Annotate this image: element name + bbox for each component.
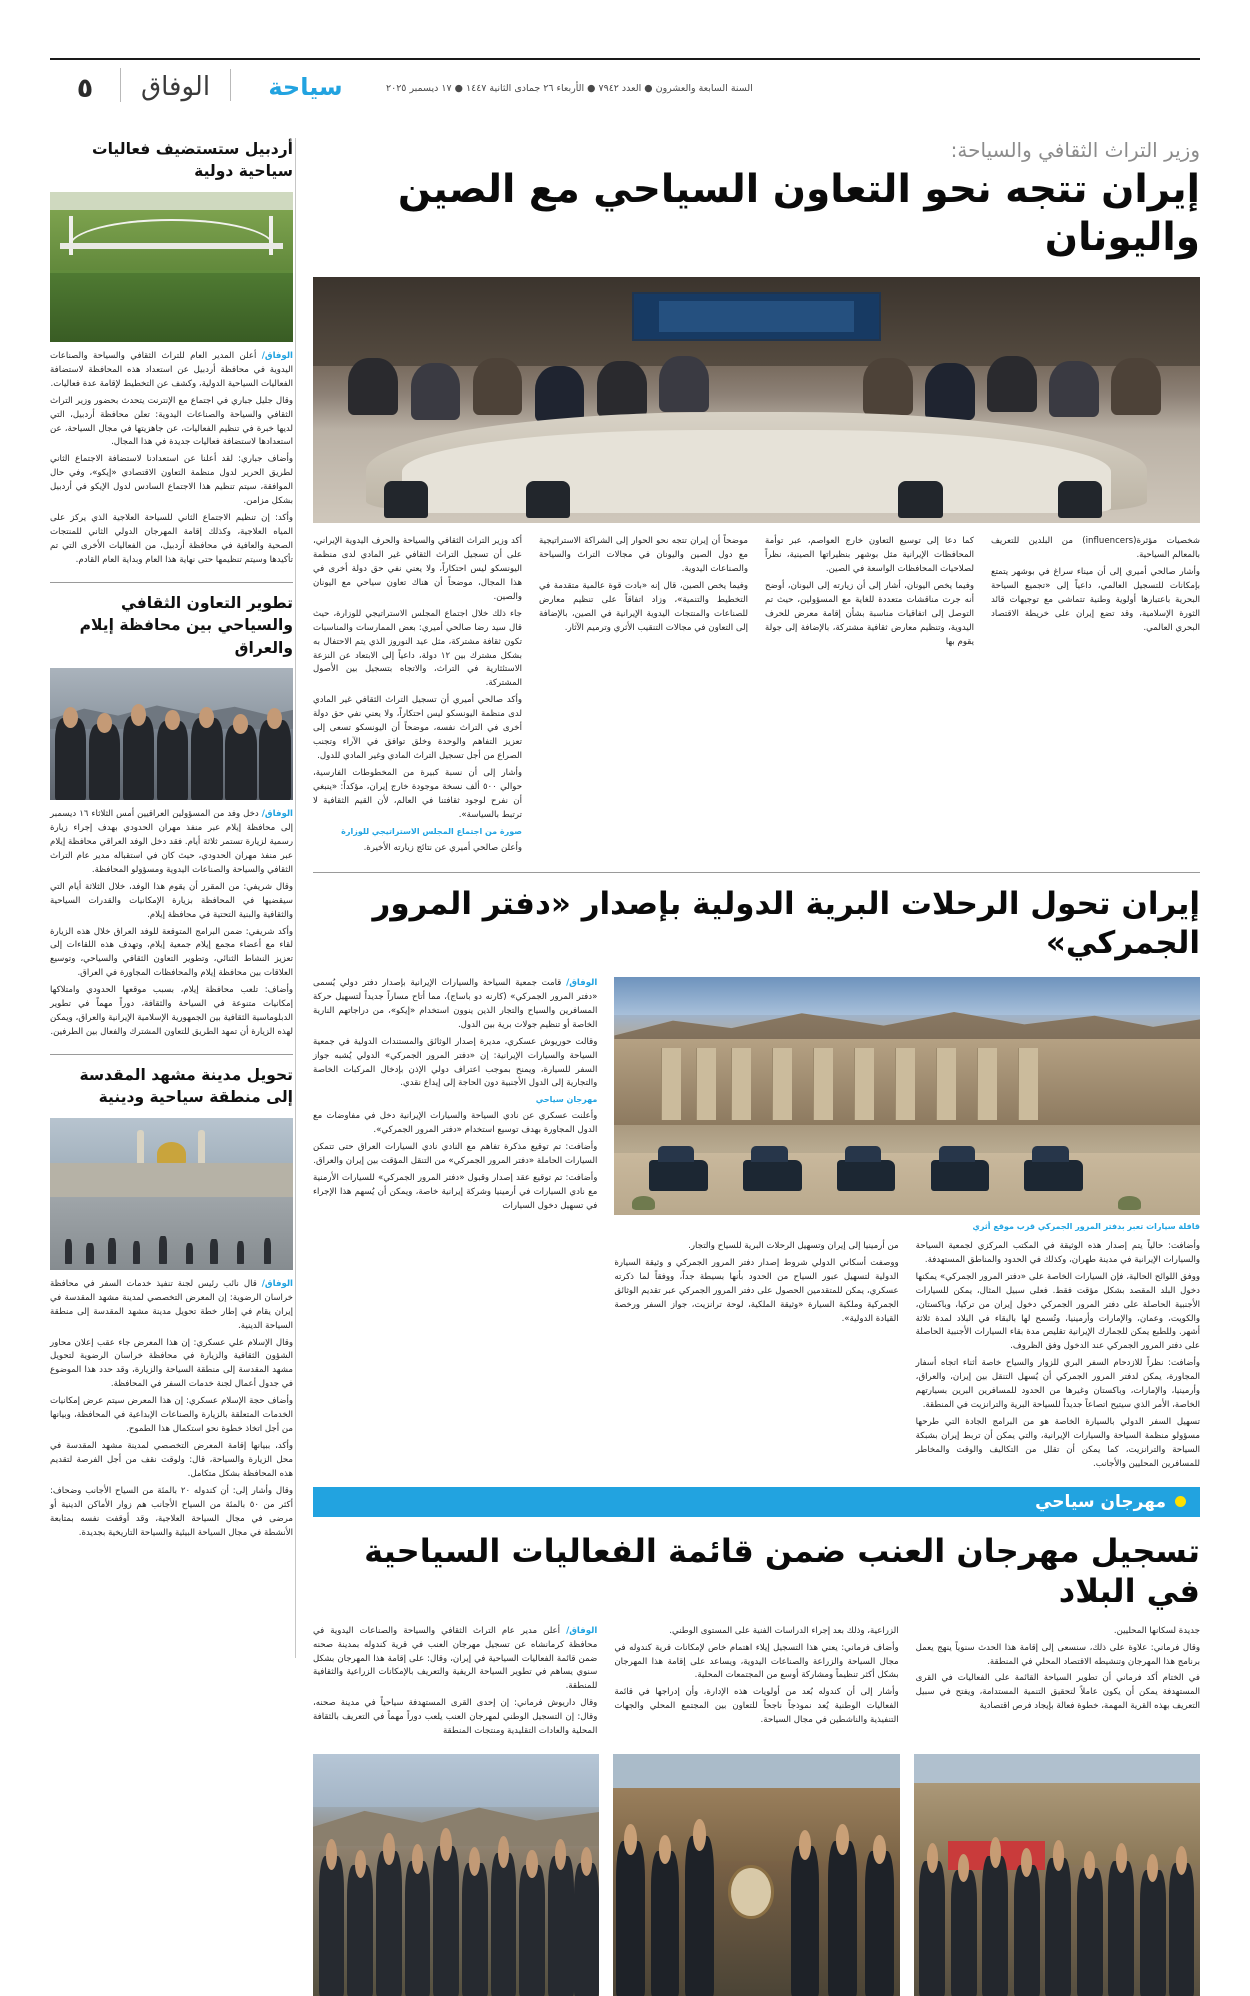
paragraph: وأضاف: تلعب محافظة إيلام، بسبب موقعها الحدودي وامتلاكها إمكانيات متنوعة في السياحة والثقافة، دوراً مهماً في تطوير الدبلوماسية الثقافية بين الجمهورية الإسلامية الإيرانية والعراق، ويمكن لهذه الزيارة أن تمهد الطريق للتعاون المشترك والفعال بين الطرفين.	[50, 985, 293, 1037]
paragraph: موضحاً أن إيران تتجه نحو الحوار إلى الشراكة الاستراتيجية مع دول الصين واليونان في مجالات التراث والسياحة والصناعات اليدوية.	[539, 536, 748, 574]
column	[313, 977, 597, 1475]
paragraph: في الختام أكد فرماني أن تطوير السياحة القائمة على الفعاليات في القرى المستهدفة يمكن أن يكون عاملاً لتحقيق التنمية المستدامة، ويفتح في سبيل التعريف بهذه القرية المهمة، خطوة فعالة بإيجاد فرص اقتصادية	[915, 1673, 1200, 1712]
ilam-iraq-officials-delegation-photo	[50, 668, 293, 800]
paragraph: شخصيات مؤثرة(influencers) من البلدين للتعريف بالمعالم السياحية.	[991, 536, 1200, 561]
paragraph: كما دعا إلى توسيع التعاون خارج العواصم، عبر توأمة المحافظات الإيرانية مثل بوشهر بنظيراتها الصينية، نظراً لصلاحيات المحافظات الواسعة في الصين.	[765, 536, 974, 574]
paragraph: وأضافت: نظراً للازدحام السفر البري للزوار والسياح خاصة أثناء اتجاه أسفار المجاورة، يمكن لدفتر المرور الجمركي أن يُسهل التنقل بين إيران، والعراق، وأرمينيا، والإمارات، وباكستان وغيرها من الحدود للمسافرين البرين بسيارتهم الخاصة، الأمر الذي سيتيح اتصاعاً جديداً للسياحة البرية والترانزيت في المنطقة.	[915, 1358, 1200, 1411]
paragraph: وأكد، ببيانها إقامة المعرض التخصصي لمدينة مشهد المقدسة في محل الزيارة والسياحة، قال: ولوقت نقف من أجل الفرصة لتقديم هذه المحافظة بشكل متكامل.	[50, 1441, 293, 1479]
column	[916, 1240, 1200, 1475]
column	[539, 535, 748, 858]
paragraph: أعلن المدير العام للتراث الثقافي والسياحة والصناعات اليدوية في محافظة أردبيل عن استعداد هذه المحافظة لاستضافة الفعاليات السياحية الدولية، وكشف عن التخطيط لإقامة عدة فعاليات.	[50, 350, 293, 389]
paragraph: جديدة لسكانها المحليين.	[1113, 1625, 1200, 1636]
paragraph: وقالت حوريوش عسكري، مديرة إصدار الوثائق والمستندات الدولية في جمعية السياحة والسيارات الإيرانية: إن «دفتر المرور الجمركي» الدولي يُشبه جواز السفر للسيارة، ويمنح بموجب اعتراف دولي الإذن بإدخال المركبات الخاصة والتجارية إلى الدول الأجنبية دون الحاجة إلى إيداع نقدي.	[313, 1036, 598, 1089]
sidebar-heading: تطوير التعاون الثقافي والسياحي بين محافظة إيلام والعراق	[79, 593, 293, 657]
section-headline: تسجيل مهرجان العنب ضمن قائمة الفعاليات السياحية في البلاد	[364, 1531, 1200, 1610]
lede-label: الوفاق/	[566, 1625, 598, 1636]
paragraph: جاء ذلك خلال اجتماع المجلس الاستراتيجي للوزارة، حيث قال سيد رضا صالحي أميري: بعض الممارسات والمناسبات تكون ثقافة مشتركة، مثل عيد النوروز الذي يتم الاحتفال به بشكل مشترك بين ١٢ دولة، داعياً إلى الابتعاد عن النزعة الاستئثارية في التراث، والاتجاه بتسجيل بين الأصول المشتركة.	[313, 608, 522, 689]
column	[991, 535, 1200, 858]
paragraph: وأعلنت عسكري عن نادي السياحة والسيارات الإيرانية دخل في مفاوضات مع الدول المجاورة بهدف توسيع استخدام «دفتر المرور الجمركي».	[313, 1111, 598, 1136]
lede-label: الوفاق/	[261, 809, 294, 820]
lede-label: الوفاق/	[261, 350, 293, 361]
sidebar-article-ardabil	[50, 138, 293, 568]
paragraph: قال نائب رئيس لجنة تنفيذ خدمات السفر في محافظة خراسان الرضوية: إن المعرض التخصصي لمدينة مشهد المقدسة في إيران يقام في إطار خطة تحويل مدينة مشهد المقدسة إلى منطقة السياحة الدينية.	[50, 1278, 293, 1331]
paragraph: وأضاف فرماني: يعني هذا التسجيل إيلاء اهتمام خاص لإمكانات قرية كندوله في مجال السياحة والزراعة والصناعات اليدوية، ويساعد على إقامة هذا المهرجان بشكل أكثر تنظيماً ومشاركة أوسع من المجتمعات المحلية.	[614, 1642, 899, 1681]
paragraph: وأضافت: تم توقيع مذكرة تفاهم مع النادي نادي السيارات العراق حتى تتمكن السيارات الحاملة «دفتر المرور الجمركي» من التنقل المؤقت بين إيران والعراق.	[313, 1142, 598, 1167]
newspaper-logo: الوفاق	[120, 68, 230, 102]
paragraph: قامت جمعية السياحة والسيارات الإيرانية بإصدار دفتر دولي يُسمى «دفتر المرور الجمركي» (كارنه دو باساج)، مما أتاح مساراً جديداً لتسهيل حركة المسافرين والسياح والتجار الذين ينوون استخدام «إيكو»، من دراجاتهم النارية الخاصة أو تنظيم جولات برية بين الدول.	[313, 977, 598, 1030]
village-musicians-daf-drum-photo	[613, 1754, 899, 1996]
column	[614, 1240, 898, 1475]
paragraph: وأعلن صالحي أميري عن نتائج زيارته الأخيرة.	[363, 842, 522, 853]
paragraph: وفيما يخص اليونان، أشار إلى أن زيارته إلى اليونان، أوضح أنه جرت مناقشات متعددة للغاية مع المسؤولين، حيث تم التوصل إلى اتفاقيات مناسبة بشأن إقامة معرض للحرف اليدوية، وتنظيم معارض ثقافية مشتركة، بالإضافة إلى جولة يقوم بها	[765, 580, 974, 647]
lede-label: الوفاق/	[261, 1278, 294, 1289]
grape-festival-crowd-photo	[313, 1754, 599, 1996]
main-content	[313, 138, 1200, 1996]
paragraph: أكد وزير التراث الثقافي والسياحة والحرف اليدوية الإيراني، على أن تسجيل التراث الثقافي غير المادي لدى منظمة اليونسكو ليس احتكاراً، ولا يعني نفي حق دولة أخرى في هذا المجال، موضحاً أن هناك تعاون سياحي مع اليونان والصين.	[313, 536, 522, 602]
column	[313, 535, 522, 858]
column-divider	[295, 138, 296, 1658]
section-banner-tourism-festival	[313, 1487, 1200, 1517]
article-grape-festival	[313, 1531, 1200, 1996]
paragraph: وقال فرماني: علاوة على ذلك، سنسعى إلى إقامة هذا الحدث سنوياً ينهج يعمل برنامج هذا المهرجان وتنشيطه الاقتصاد المحلي في المنطقة.	[915, 1642, 1200, 1667]
article-body-columns	[313, 535, 1200, 858]
column	[765, 535, 974, 858]
sidebar-body	[50, 808, 293, 1040]
masthead	[50, 58, 1200, 110]
unesco-council-meeting-hall-photo	[313, 277, 1200, 523]
paragraph: وقال شريفي: من المقرر أن يقوم هذا الوفد، خلال الثلاثة أيام التي سيقضيها في المحافظة بزيارة الإمكانيات والقدرات السياحية والثقافية والبنية التحتية في محافظة إيلام.	[50, 881, 293, 920]
persepolis-ruins-suv-convoy-photo	[614, 977, 1200, 1215]
paragraph: وأشار صالحي أميري إلى أن ميناء سراغ في بوشهر يتمتع بإمكانات للتسجيل العالمي، داعياً إلى «تجميع السياحة البحرية باعتبارها أولوية وطنية تتماشى مع توجيهات قائد الثورة الإسلامية، وقد تضع إيران على خريطة الاقتصاد البحري العالمي.	[991, 567, 1200, 633]
paragraph: من أرمينيا إلى إيران وتسهيل الرحلات البرية للسياح والتجار.	[688, 1240, 899, 1251]
sidebar-heading: تحويل مدينة مشهد المقدسة إلى منطقة سياحية ودينية	[79, 1065, 293, 1107]
photo-caption: صورة من اجتماع المجلس الاستراتيجي للوزارة	[341, 826, 522, 836]
sidebar-article-mashhad	[50, 1064, 293, 1541]
paragraph: تسهيل السفر الدولي بالسيارة الخاصة هو من البرامج الجادة التي طرحها مسؤولو منظمة السياحة والسيارات الإيرانية، والتي يمكن أن تربط إيران بشبكة السياحة والترانزيت، كما يمكن أن تقلل من التكاليف والوقت والمخاطر للمسافرين المحليين والأجانب.	[915, 1416, 1200, 1469]
column	[916, 1625, 1200, 1742]
paragraph: وأشار إلى أن كندوله بُعد من أولويات هذه الإدارة، وأن إدراجها في قائمة الفعاليات الوطنية يُعد نموذجاً ناجحاً للتعاون بين المجتمع المحلي والجهات التنفيذية والناشطين في مجال السياحة.	[614, 1687, 899, 1726]
paragraph: وفيما يخص الصين، قال إنه «بادت قوة عالمية متقدمة في التخطيط والتنمية»، وزاد اتفاقاً على تنظيم معارض للصناعات والمنتجات اليدوية الإيرانية في الصين، بالإضافة إلى التعاون في مجالات التنقيب الأثري وترميم الآثار.	[539, 580, 748, 633]
ardabil-valley-suspension-bridge-photo	[50, 192, 293, 342]
divider	[313, 872, 1200, 873]
paragraph: وقال داريوش فرماني: إن إحدى القرى المستهدفة سياحياً في مدينة صحنه، وقال: إن التسجيل الوطني لمهرجان العنب يلعب دوراً مهماً في التعريف بالثقافة المحلية والعادات التقليدية ومنتجات المنطقة	[313, 1698, 598, 1737]
divider	[50, 582, 293, 583]
paragraph: وأضافت: تم توقيع عقد إصدار وقبول «دفتر المرور الجمركي» للسيارات الأرمنية مع نادي السيارات في أرمينيا وشركة إيرانية خاصة، ويمكن أن يُسهم هذا الإجراء في تسهيل دخول السيارات	[313, 1172, 598, 1211]
lede-label: الوفاق/	[566, 977, 598, 988]
photo-strip	[313, 1754, 1200, 1996]
sidebar-heading: أردبيل ستستضيف فعاليات سياحية دولية	[92, 140, 293, 181]
sidebar-body	[50, 1278, 293, 1541]
column	[614, 1625, 898, 1742]
article-tourism-cooperation	[313, 138, 1200, 858]
bullet-dot-icon	[1175, 1496, 1186, 1507]
paragraph: وأضافت: حالياً يتم إصدار هذه الوثيقة في المكتب المركزي لجمعية السياحة والسيارات الإيرانية في مدينة طهران، وكذلك في الحدود والمناطق المستهدفة.	[915, 1240, 1200, 1265]
article-body-columns	[313, 977, 1200, 1475]
section-title: سياحة	[230, 69, 380, 101]
paragraph: وقال جليل جباري في اجتماع مع الإنترنت يتحدث بحضور وزير التراث الثقافي والسياحة والصناعات اليدوية: تعلن محافظة أردبيل، التي لديها خبرة في تنظيم الفعاليات، عن جاهزيتها في مجال السياحة، عن استعدادها لاستضافة فعاليات جديدة في هذا المجال.	[50, 395, 293, 448]
paragraph: وأكد: إن تنظيم الاجتماع الثاني للسياحة العلاجية الذي يركز على المياه العلاجية، وكذلك إقامة المهرجان الدولي الثاني للمنتجات الصحية والعافية في محافظة أردبيل، من الفعاليات الأخرى التي تم تأكيدها وسيتم تنظيمها حتى نهاية هذا العام وبداية العام القادم.	[50, 513, 293, 565]
paragraph: وقال وأشار إلى: أن كندوله ٢٠ بالمئة من السياح الأجانب وضحاف: أكثر من ٥٠ بالمئة من السياح الأجانب هم زوار الأماكن الدينية أو مرضى في مجال السياحة العلاجية، وقد أوقفت نفسه بمتابعة الأنشطة في مجال السياحة البيئية والسياحة التاريخية بجديدة.	[50, 1485, 294, 1538]
paragraph: ووصفت أسكاني الدولي شروط إصدار دفتر المرور الجمركي و وثيقة السيارة الدولية لتسهيل عبور السياح من الحدود بأنها بسيطة جداً، ووفقاً لما ذكرته عسكري، يمكن للمتقدمين الحصول على دفتر المرور الجمركي عبر تقديم الوثائق الجمركية وملكية السيارة «وثيقة الملكية، لوحة ترانزيت، جواز السفر ورخصة القيادة الدولية».	[614, 1257, 899, 1324]
paragraph: أعلن مدير عام التراث الثقافي والسياحة والصناعات اليدوية في محافظة كرمانشاه عن تسجيل مهرجان العنب في قرية كندوله بمدينة صحنه ضمن قائمة الفعاليات السياحية في إيران، وقال: على إقامة هذا المهرجان بشكل سنوي يساهم في تطوير السياحة الريفية والتعريف بالإمكانات الزراعية والثقافية للمنطقة.	[313, 1625, 598, 1692]
paragraph: دخل وفد من المسؤولين العراقيين أمس الثلاثاء ١٦ ديسمبر إلى محافظة إيلام عبر منفذ مهران الحدودي بهدف إجراء زيارة رسمية لزيارة تستمر ثلاثة أيام. فقد دخل الوفد العراقي محافظة إيلام عبر منفذ مهران الحدودي، حيث كان في استقباله مدير عام التراث الثقافي والسياحة والصناعات اليدوية ومسؤولو المحافظة.	[50, 809, 293, 875]
paragraph: وأكد صالحي أميري أن تسجيل التراث الثقافي غير المادي لدى منظمة اليونسكو ليس احتكاراً، ولا يعني نفي حق دولة أخرى في التراث نفسه، موضحاً أن اليونسكو تسعى إلى تعزيز التفاهم والوحدة وخلق توافق في الآراء وتجنب الصراع من أجل تسجيل التراث المادي وغير المادي للدول.	[313, 695, 522, 761]
paragraph: وأضاف جباري: لقد أعلنا عن استعدادنا لاستضافة الاجتماع الثاني لطريق الحرير لدول منظمة التعاون الاقتصادي «إيكو»، وفي حال الموافقة، سيتم تنظيم هذا الاجتماع السادس لدول الإيكو في أردبيل بشكل مزامن.	[50, 454, 293, 507]
column-with-photo	[614, 977, 1200, 1475]
paragraph: وقال الإسلام علي عسكري: إن هذا المعرض جاء عقب إعلان محاور الشؤون الثقافية والزيارة في محافظة خراسان الرضوية لتحويل مشهد المقدسة إلى منطقة السياحة والزيارة، وقد حدد هذا الموضوع في جدول أعمال لجنة خدمات السفر في المحافظة.	[50, 1337, 293, 1390]
issue-meta: السنة السابعة والعشرون ● العدد ٧٩٤٢ ● الأربعاء ٢٦ جمادى الثانية ١٤٤٧ ● ١٧ ديسمبر ٢٠٢٥	[386, 82, 753, 94]
section-headline: إيران تحول الرحلات البرية الدولية بإصدار «دفتر المرور الجمركي»	[372, 886, 1200, 962]
subhead: مهرجان سياحي	[535, 1095, 598, 1105]
photo-caption: قافلة سيارات تعبر بدفتر المرور الجمركي قرب موقع أثري	[972, 1221, 1200, 1231]
paragraph: وأكد شريفي: ضمن البرامج المتوقعة للوفد العراق خلال هذه الزيارة لقاء مع أعضاء مجمع إيلام جمعية إيلام، وتهدف هذه اللقاءات إلى تعزيز النشاط الثنائي، وتطوير التعاون الثقافي والسياحي، وتوسيع العلاقات بين محافظة إيلام والمحافظات المجاورة في العراق.	[50, 926, 293, 979]
column	[313, 1625, 597, 1742]
sidebar	[50, 138, 293, 1554]
article-customs-passbook	[313, 885, 1200, 1474]
banner-label: مهرجان سياحي	[1035, 1491, 1166, 1512]
kandoleh-village-gathering-photo	[914, 1754, 1200, 1996]
mashhad-holy-shrine-plaza-photo	[50, 1118, 293, 1270]
paragraph: الزراعية، وذلك بعد إجراء الدراسات الفنية على المستوى الوطني.	[669, 1625, 899, 1636]
main-headline: إيران تتجه نحو التعاون السياحي مع الصين واليونان	[397, 167, 1200, 260]
page-number: ٥	[76, 72, 94, 104]
paragraph: وأضاف حجة الإسلام عسكري: إن هذا المعرض سيتم عرض إمكانيات الخدمات المتعلقة بالزيارة والصناعات الإبداعية في المحافظة، وبيانها من أجل اتخاذ خطوة نحو استكمال هذا الطموح.	[50, 1396, 293, 1435]
article-kicker: وزير التراث الثقافي والسياحة:	[950, 138, 1200, 162]
divider	[50, 1054, 293, 1055]
sidebar-article-ilam	[50, 592, 293, 1040]
paragraph: ووفق اللوائح الحالية، فإن السيارات الخاصة على «دفتر المرور الجمركي» يمكنها دخول البلد المقصد بشكل مؤقت فقط. فعلى سبيل المثال، يمكن للسيارات الأجنبية الحاصلة على دفتر المرور الجمركي دخول إيران من تركيا، وباكستان، والكويت، وعمان، والإمارات وأرمينيا، وتُسمح لها بالبقاء في البلاد لمدة ثلاثة أشهر. وللطبع يمكن للجمارك الإيرانية تقليص مدة بقاء السيارات الأجنبية الحاصلة على دفتر المرور الجمركي عند الدخول وفق الظروف.	[915, 1271, 1200, 1352]
article-body-columns	[313, 1625, 1200, 1742]
paragraph: وأشار إلى أن نسبة كبيرة من المخطوطات الفارسية، حوالي ٥٠٠ ألف نسخة موجودة خارج إيران، مؤكداً: «ينبغي أن نفرح لوجود ثقافتنا في العالم، لأن القيم الثقافية لا ترتبط بالسياسة».	[313, 767, 523, 820]
sidebar-body	[50, 350, 293, 568]
